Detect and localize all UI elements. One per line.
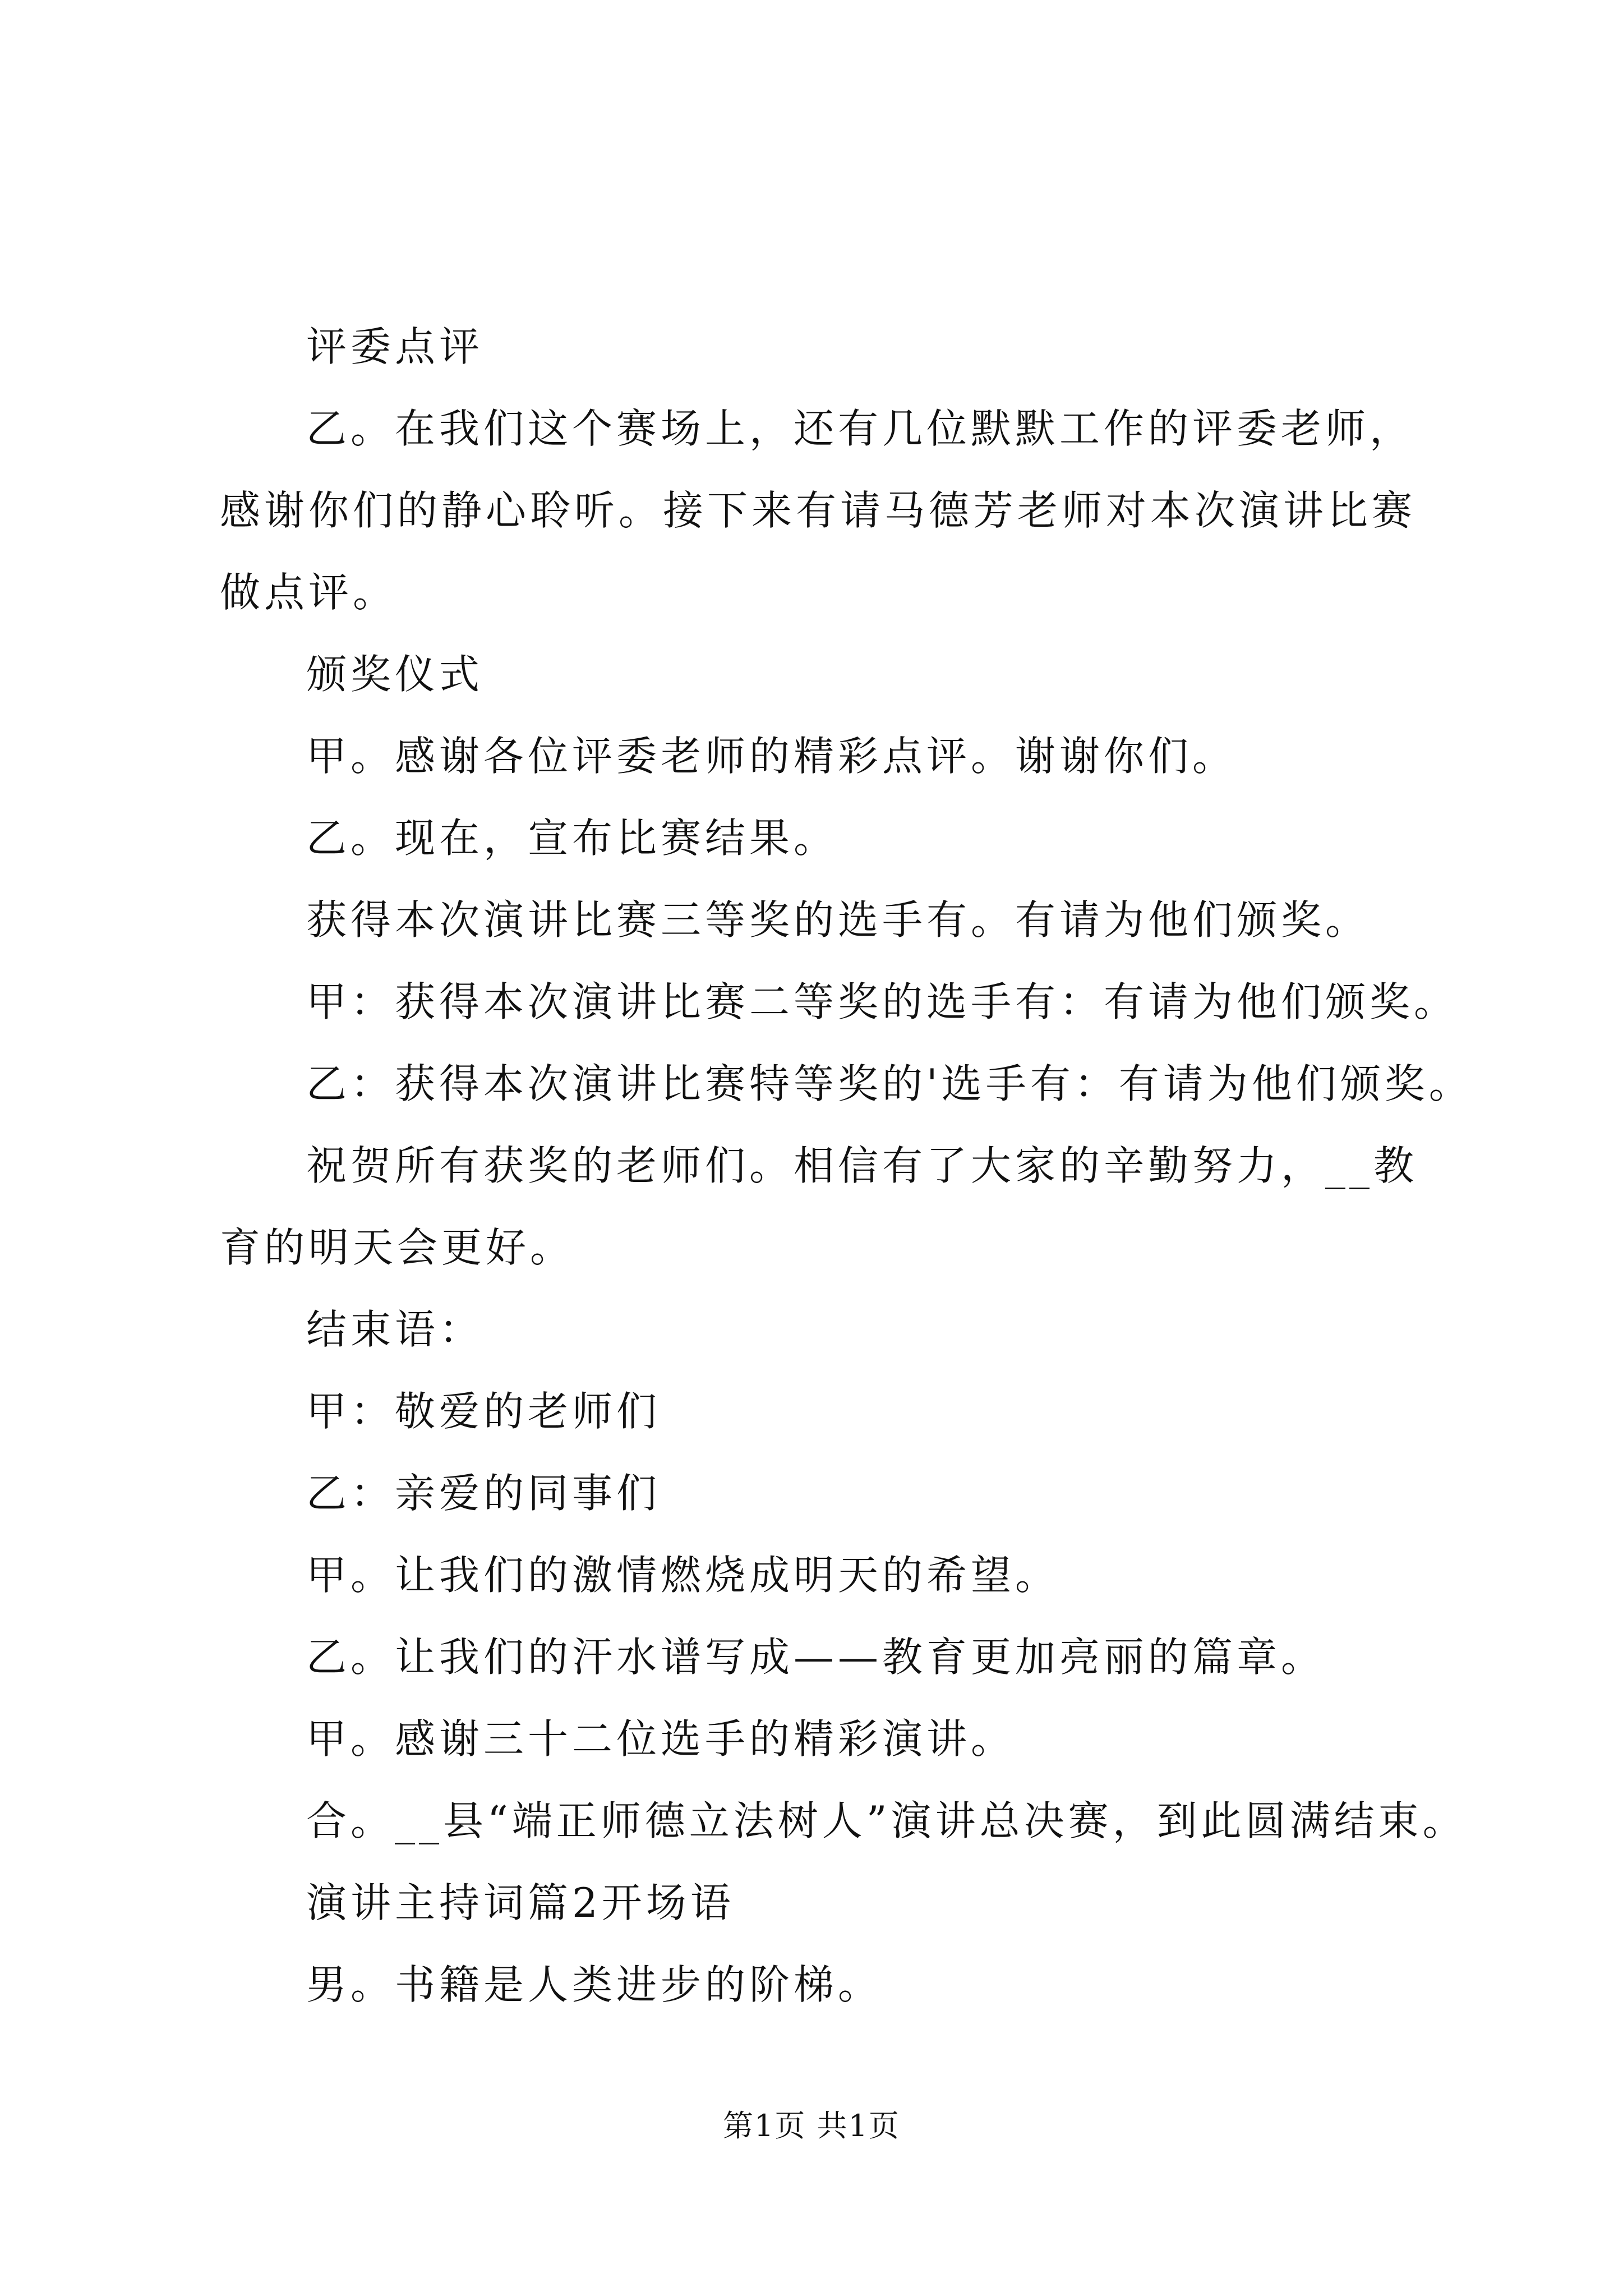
section-heading-speech-2-opening: 演讲主持词篇2开场语 — [306, 1879, 735, 1926]
paragraph-closing-line-4: 乙。让我们的汗水谱写成——教育更加亮丽的篇章。 — [306, 1634, 1326, 1681]
paragraph-closing-line-3: 甲。让我们的激情燃烧成明天的希望。 — [306, 1552, 1060, 1599]
paragraph-closing-line-1: 甲：敬爱的老师们 — [306, 1388, 661, 1435]
paragraph-closing-line-5: 甲。感谢三十二位选手的精彩演讲。 — [306, 1715, 1016, 1763]
paragraph-closing-line-2: 乙：亲爱的同事们 — [306, 1470, 661, 1517]
section-heading-judges-comments: 评委点评 — [306, 323, 484, 370]
section-heading-closing: 结束语： — [306, 1306, 484, 1353]
paragraph-third-prize: 获得本次演讲比赛三等奖的选手有。有请为他们颁奖。 — [306, 896, 1370, 944]
paragraph-thanks-judges: 甲。感谢各位评委老师的精彩点评。谢谢你们。 — [306, 733, 1237, 780]
paragraph-second-prize: 甲：获得本次演讲比赛二等奖的选手有：有请为他们颁奖。 — [306, 978, 1459, 1025]
section-heading-award-ceremony: 颁奖仪式 — [306, 651, 484, 698]
paragraph-closing-line-6: 合。__县“端正师德立法树人”演讲总决赛，到此圆满结束。 — [306, 1797, 1467, 1844]
paragraph-opening-line-1: 男。书籍是人类进步的阶梯。 — [306, 1961, 883, 2008]
paragraph-congratulations: 祝贺所有获奖的老师们。相信有了大家的辛勤努力，__教育的明天会更好。 — [220, 1142, 1418, 1271]
document-body — [220, 306, 1473, 2026]
paragraph-announce-results: 乙。现在，宣布比赛结果。 — [306, 815, 838, 862]
page-footer: 第1页 共1页 — [723, 2108, 900, 2143]
paragraph-judges-intro: 乙。在我们这个赛场上，还有几位默默工作的评委老师，感谢你们的静心聆听。接下来有请马德芳老师对本次演讲比赛做点评。 — [220, 405, 1417, 616]
paragraph-special-prize: 乙：获得本次演讲比赛特等奖的'选手有：有请为他们颁奖。 — [306, 1060, 1473, 1107]
